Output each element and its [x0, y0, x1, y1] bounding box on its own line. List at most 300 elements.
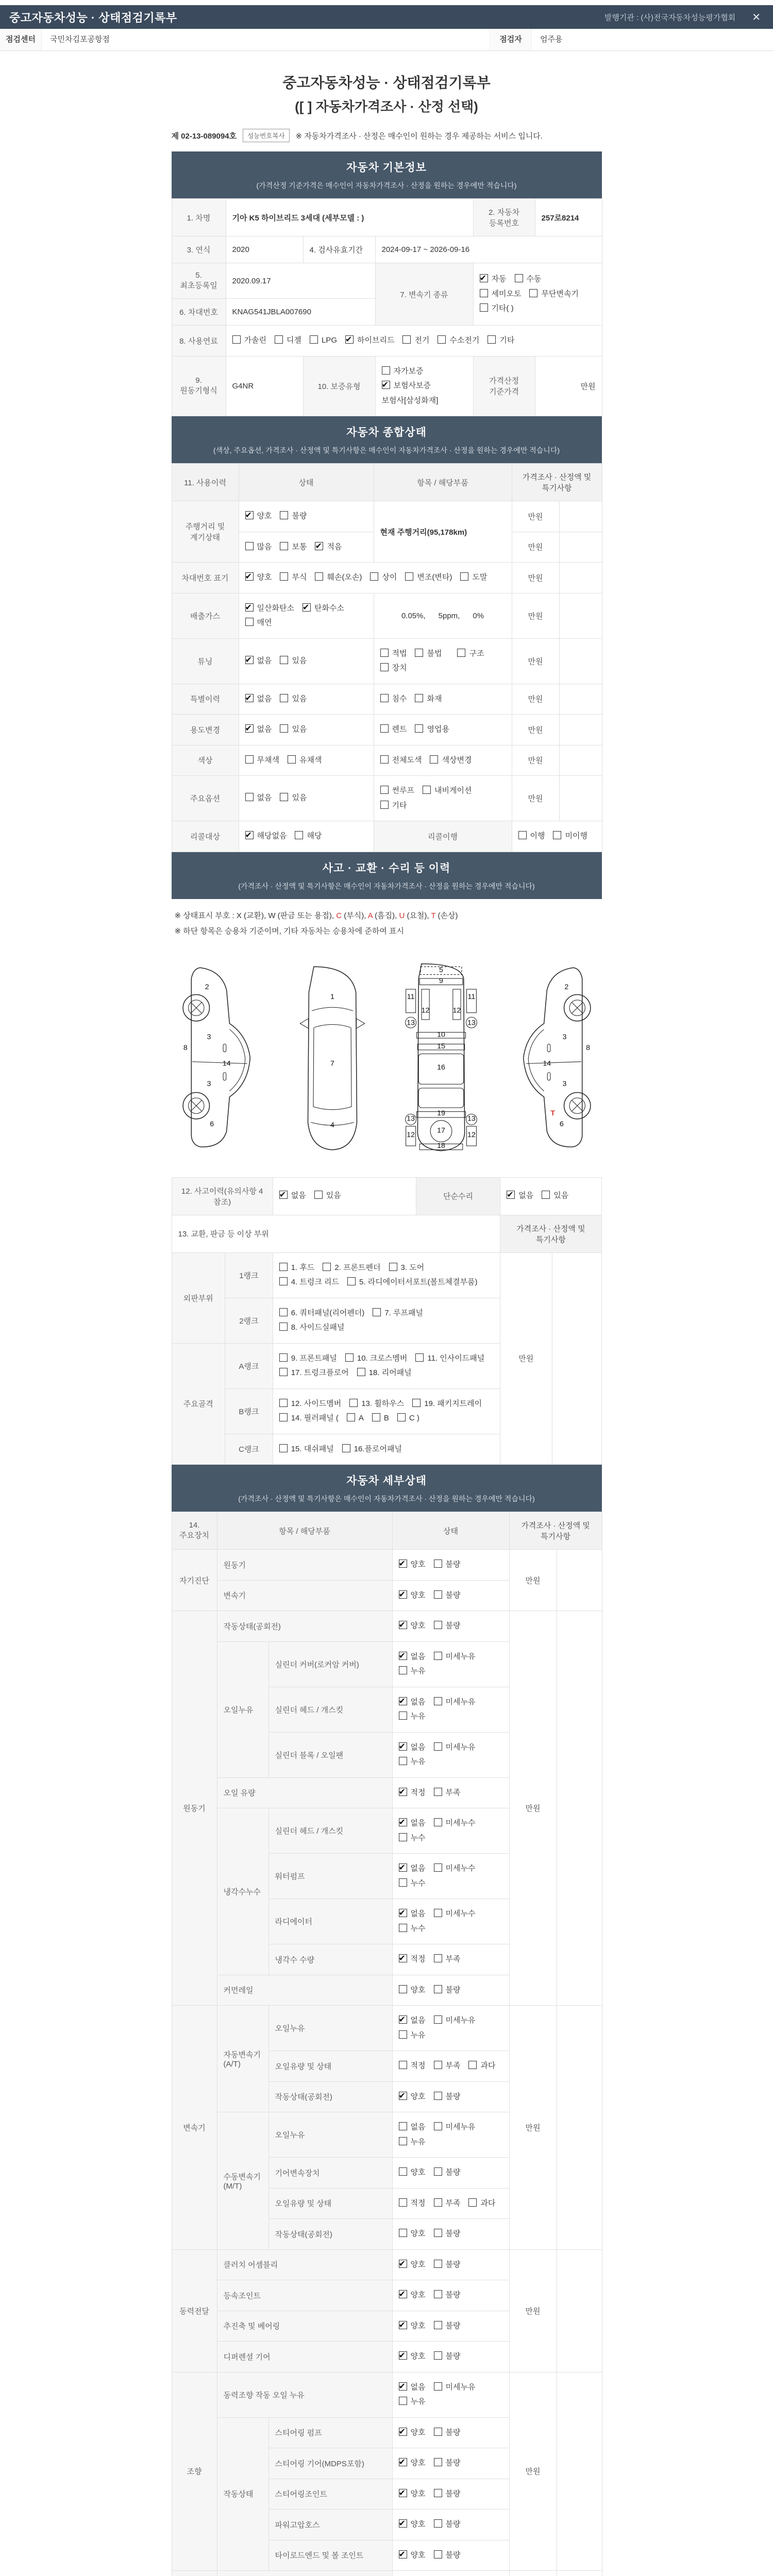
checkbox-option: 미세누수: [434, 1861, 476, 1876]
label-cell: 오일유량 및 상태: [268, 2188, 392, 2219]
label-cell: 2랭크: [225, 1298, 273, 1343]
unchecked-checkbox[interactable]: [434, 1652, 442, 1660]
unchecked-checkbox[interactable]: [370, 572, 378, 581]
checkbox-option: A: [347, 1411, 364, 1426]
value-cell: 2020.09.17: [226, 263, 375, 299]
value-cell: 현재 주행거리(95,178km): [374, 501, 512, 563]
unchecked-checkbox[interactable]: [342, 1444, 350, 1452]
legend-segment: ※ 상태표시 부호 : X (교환), W (판금 또는 용접),: [174, 911, 337, 920]
unchecked-checkbox[interactable]: [434, 2321, 442, 2329]
service-note: ※ 자동차가격조사 · 산정은 매수인이 원하는 경우 제공하는 서비스 입니다.: [295, 131, 543, 141]
legend-segment: T: [431, 911, 436, 920]
legend-segment: C: [336, 911, 342, 920]
checked-checkbox[interactable]: [399, 2092, 407, 2100]
checkbox-option: 불법: [415, 647, 442, 662]
checked-checkbox[interactable]: [382, 381, 390, 389]
checked-checkbox[interactable]: [245, 656, 254, 664]
checked-checkbox[interactable]: [399, 2519, 407, 2528]
options-cell: [392, 2311, 509, 2342]
checkbox-option: 9. 프론트패널: [279, 1351, 337, 1366]
label-cell: 변속기: [217, 1580, 392, 1611]
options-cell: [226, 326, 602, 357]
checkbox-option: 누수: [399, 1876, 426, 1891]
value-cell: 만원: [509, 2006, 557, 2250]
unchecked-checkbox[interactable]: [232, 335, 241, 344]
checked-checkbox[interactable]: [245, 572, 254, 581]
unchecked-checkbox[interactable]: [518, 831, 527, 839]
checkbox-option: ✔ 양호: [399, 2288, 426, 2303]
unchecked-checkbox[interactable]: [423, 786, 431, 794]
panel-number: 11: [407, 992, 414, 1001]
label-cell: B랭크: [225, 1388, 273, 1434]
checkbox-option: ✔ 양호: [399, 2349, 426, 2364]
unchecked-checkbox[interactable]: [434, 1560, 442, 1568]
unchecked-checkbox[interactable]: [434, 2550, 442, 2558]
close-icon[interactable]: ✕: [749, 10, 764, 24]
unchecked-checkbox[interactable]: [280, 793, 288, 801]
checkbox-option: 불량: [434, 1557, 461, 1572]
options-cell: [392, 1732, 509, 1777]
unchecked-checkbox[interactable]: [245, 793, 254, 801]
value-cell: 14. 주요장치: [172, 1512, 217, 1550]
options-cell: [374, 638, 512, 684]
unchecked-checkbox[interactable]: [434, 2519, 442, 2528]
unchecked-checkbox[interactable]: [434, 1954, 442, 1962]
label-cell: 디퍼렌셜 기어: [217, 2342, 392, 2372]
unchecked-checkbox[interactable]: [399, 2061, 407, 2069]
unchecked-checkbox[interactable]: [245, 618, 254, 626]
unchecked-checkbox[interactable]: [434, 1788, 442, 1796]
center-label: 점검센터: [0, 29, 42, 50]
value-cell: [557, 1611, 602, 2006]
unchecked-checkbox[interactable]: [280, 511, 288, 519]
unchecked-checkbox[interactable]: [399, 2397, 407, 2405]
label-cell: 자기진단: [172, 1550, 217, 1611]
checked-checkbox[interactable]: [399, 2290, 407, 2298]
checked-checkbox[interactable]: [245, 511, 254, 519]
checked-checkbox[interactable]: [399, 1621, 407, 1629]
label-cell: 실린더 블록 / 오일팬: [268, 1732, 392, 1777]
unchecked-checkbox[interactable]: [415, 724, 423, 733]
unchecked-checkbox[interactable]: [434, 1621, 442, 1629]
unchecked-checkbox[interactable]: [434, 2122, 442, 2130]
options-cell: [473, 263, 602, 326]
unchecked-checkbox[interactable]: [399, 2122, 407, 2130]
form-table-major: [172, 1512, 602, 2576]
unchecked-checkbox[interactable]: [349, 1399, 358, 1407]
unchecked-checkbox[interactable]: [279, 1277, 288, 1285]
value-cell: [557, 2006, 602, 2250]
unchecked-checkbox[interactable]: [380, 786, 389, 794]
unchecked-checkbox[interactable]: [434, 2351, 442, 2360]
unchecked-checkbox[interactable]: [434, 2458, 442, 2466]
checkbox-option: 있음: [280, 654, 307, 669]
section-header: [172, 151, 602, 198]
checked-checkbox[interactable]: [399, 1560, 407, 1568]
legend-segment: (손상): [435, 911, 458, 920]
panel-number: 12: [467, 1130, 476, 1139]
value-cell: 가격조사 · 산정액 및 특기사항: [500, 1215, 601, 1252]
checkbox-option: ✔없음: [399, 1816, 426, 1831]
unchecked-checkbox[interactable]: [380, 649, 389, 657]
section-title: 자동차 종합상태: [346, 427, 427, 438]
unchecked-checkbox[interactable]: [434, 1818, 442, 1826]
checked-checkbox[interactable]: [245, 831, 254, 839]
checkbox-option: 18. 리어패널: [357, 1366, 412, 1381]
unchecked-checkbox[interactable]: [380, 663, 389, 671]
unchecked-checkbox[interactable]: [279, 1353, 288, 1362]
unchecked-checkbox[interactable]: [434, 2167, 442, 2176]
unchecked-checkbox[interactable]: [434, 1985, 442, 1993]
value-cell: 상태: [239, 464, 374, 501]
status-code-legend: [175, 908, 599, 924]
checkbox-option: 불량: [434, 2517, 461, 2532]
label-cell: 자동변속기 (A/T): [217, 2006, 268, 2112]
unchecked-checkbox[interactable]: [380, 755, 389, 764]
checkbox-option: 누수: [399, 1831, 426, 1846]
unchecked-checkbox[interactable]: [434, 1742, 442, 1751]
checkbox-option: 무단변속기: [529, 287, 578, 302]
unchecked-checkbox[interactable]: [245, 542, 254, 550]
unchecked-checkbox[interactable]: [295, 831, 303, 839]
panel-number: 13: [406, 1114, 415, 1123]
unchecked-checkbox[interactable]: [399, 1666, 407, 1674]
checked-checkbox[interactable]: [399, 1954, 407, 1962]
unchecked-checkbox[interactable]: [434, 2229, 442, 2237]
label-cell: 차대번호 표기: [172, 563, 239, 594]
checkbox-option: 15. 대쉬패널: [279, 1442, 334, 1457]
checkbox-option: 가솔린: [232, 333, 266, 348]
label-cell: 파워고압호스: [268, 2510, 392, 2540]
options-cell: [392, 1611, 509, 1642]
checkbox-option: ✔ 적정: [399, 1952, 426, 1967]
checkbox-option: LPG: [310, 333, 337, 348]
panel-number: 12: [421, 1006, 430, 1015]
checked-checkbox[interactable]: [245, 603, 254, 612]
inspector-value: 엄주용: [540, 35, 563, 44]
checkbox-option: 불량: [434, 2258, 461, 2273]
unchecked-checkbox[interactable]: [347, 1277, 356, 1285]
checkbox-option: 16.플로어패널: [342, 1442, 402, 1457]
unchecked-checkbox[interactable]: [415, 1353, 424, 1362]
unchecked-checkbox[interactable]: [434, 2015, 442, 2024]
options-cell: [392, 2280, 509, 2311]
unchecked-checkbox[interactable]: [345, 1353, 354, 1362]
unchecked-checkbox[interactable]: [280, 572, 288, 581]
options-cell: [392, 1808, 509, 1854]
legend-segment: U: [399, 911, 405, 920]
unchecked-checkbox[interactable]: [315, 572, 323, 581]
checkbox-option: 많음: [245, 540, 272, 555]
checkbox-option: 미세누수: [434, 1907, 476, 1922]
checkbox-option: ✔ 없음: [245, 722, 272, 737]
unchecked-checkbox[interactable]: [434, 2061, 442, 2069]
unchecked-checkbox[interactable]: [380, 694, 389, 702]
checked-checkbox[interactable]: [399, 2351, 407, 2360]
options-cell: [392, 2081, 509, 2112]
unchecked-checkbox[interactable]: [245, 755, 254, 764]
options-cell: [239, 593, 374, 638]
checked-checkbox[interactable]: [399, 1697, 407, 1705]
unchecked-checkbox[interactable]: [389, 1263, 397, 1271]
value-cell: 만원: [509, 1550, 557, 1611]
unchecked-checkbox[interactable]: [457, 649, 465, 657]
unchecked-checkbox[interactable]: [399, 2167, 407, 2176]
checked-checkbox[interactable]: [399, 1788, 407, 1796]
checkbox-option: ✔없음: [399, 2380, 426, 2395]
options-cell: [392, 2158, 509, 2189]
checked-checkbox[interactable]: [245, 724, 254, 733]
checkbox-option: 부족: [434, 1786, 461, 1801]
checkbox-option: 있음: [314, 1189, 341, 1204]
unchecked-checkbox[interactable]: [434, 1863, 442, 1872]
checkbox-option: 19. 패키지트레이: [412, 1397, 482, 1412]
unchecked-checkbox[interactable]: [279, 1399, 288, 1407]
label-cell: 12. 사고이력(유의사항 4 참조): [172, 1177, 273, 1215]
label-cell: A랭크: [225, 1343, 273, 1388]
options-cell: [392, 2448, 509, 2479]
unchecked-checkbox[interactable]: [434, 1909, 442, 1917]
unchecked-checkbox[interactable]: [434, 2428, 442, 2436]
value-cell: 가격조사 · 산정액 및 특기사항: [509, 1512, 602, 1550]
copy-number-button[interactable]: 성능번호복사: [243, 129, 289, 142]
value-cell: [559, 501, 602, 532]
checked-checkbox[interactable]: [399, 1742, 407, 1751]
damage-diagram: [172, 943, 602, 1177]
label-cell: 작동상태(공회전): [268, 2219, 392, 2250]
checkbox-option: ✔ 양호: [399, 1588, 426, 1603]
label-cell: 외판부위: [172, 1252, 225, 1343]
checkbox-option: ✔ 해당없음: [245, 829, 287, 844]
unchecked-checkbox[interactable]: [488, 335, 496, 344]
panel-number: 7: [330, 1059, 334, 1067]
unchecked-checkbox[interactable]: [280, 656, 288, 664]
checkbox-option: ✔일산화탄소: [245, 601, 294, 616]
unchecked-checkbox[interactable]: [382, 366, 390, 375]
panel-number: 1: [330, 992, 334, 1001]
panel-number: 9: [439, 976, 443, 985]
panel-number: 15: [436, 1042, 445, 1050]
car-top-view: [283, 958, 381, 1160]
checkbox-option: 불량: [434, 2288, 461, 2303]
checked-checkbox[interactable]: [303, 603, 311, 612]
inspector-label: 점검자: [490, 29, 532, 50]
unchecked-checkbox[interactable]: [405, 572, 413, 581]
options-cell: [239, 821, 374, 852]
options-cell: [239, 684, 374, 715]
label-cell: 추진축 및 베어링: [217, 2311, 392, 2342]
checkbox-option: ✔없음: [399, 2013, 426, 2028]
unchecked-checkbox[interactable]: [279, 1263, 288, 1271]
options-cell: [392, 2051, 509, 2082]
panel-number: 13: [467, 1114, 476, 1123]
unchecked-checkbox[interactable]: [415, 649, 423, 657]
issuer-text: 발행기관 : (사)전국자동차성능평가협회: [604, 13, 736, 22]
unchecked-checkbox[interactable]: [480, 289, 488, 297]
unchecked-checkbox[interactable]: [434, 1697, 442, 1705]
unchecked-checkbox[interactable]: [402, 335, 411, 344]
unchecked-checkbox[interactable]: [480, 303, 488, 312]
checkbox-option: ✔ 적음: [315, 540, 342, 555]
checked-checkbox[interactable]: [399, 2428, 407, 2436]
panel-number: 6: [559, 1120, 564, 1128]
unchecked-checkbox[interactable]: [288, 755, 296, 764]
checkbox-option: ✔ 양호: [399, 2319, 426, 2334]
unchecked-checkbox[interactable]: [373, 1308, 381, 1316]
unchecked-checkbox[interactable]: [279, 1413, 288, 1421]
value-cell: 기아 K5 하이브리드 3세대 (세부모델 : ): [226, 199, 473, 236]
options-cell: [392, 1899, 509, 1944]
checkbox-option: 12. 사이드멤버: [279, 1397, 341, 1412]
unchecked-checkbox[interactable]: [399, 1878, 407, 1887]
checked-checkbox[interactable]: [399, 2260, 407, 2268]
unchecked-checkbox[interactable]: [280, 694, 288, 702]
unchecked-checkbox[interactable]: [399, 2229, 407, 2237]
panel-number: 19: [436, 1109, 445, 1117]
unchecked-checkbox[interactable]: [380, 801, 389, 809]
checkbox-option: 1. 후드: [279, 1261, 315, 1276]
value-cell: 2020: [226, 236, 303, 263]
value-cell: 4. 검사유효기간: [303, 236, 375, 263]
unchecked-checkbox[interactable]: [434, 1590, 442, 1599]
unchecked-checkbox[interactable]: [438, 335, 446, 344]
section-subtitle: (가격조사 · 산정액 및 특기사항은 매수인이 자동차가격조사 · 산정을 원하는 경우에만 적습니다): [238, 1495, 535, 1503]
unchecked-checkbox[interactable]: [399, 2030, 407, 2039]
checked-checkbox[interactable]: [315, 542, 323, 550]
checked-checkbox[interactable]: [399, 2382, 407, 2391]
unchecked-checkbox[interactable]: [357, 1368, 365, 1376]
options-cell: [374, 745, 512, 776]
checked-checkbox[interactable]: [399, 1590, 407, 1599]
checked-checkbox[interactable]: [345, 335, 354, 344]
unchecked-checkbox[interactable]: [399, 2198, 407, 2207]
unchecked-checkbox[interactable]: [553, 831, 561, 839]
legend-segment: (부식),: [342, 911, 368, 920]
value-cell: 13. 교환, 판금 등 이상 부위: [172, 1215, 500, 1252]
value-cell: [559, 563, 602, 594]
unchecked-checkbox[interactable]: [468, 2198, 477, 2207]
checked-checkbox[interactable]: [507, 1191, 515, 1199]
label-cell: 7. 변속기 종류: [375, 263, 473, 326]
unchecked-checkbox[interactable]: [380, 724, 389, 733]
unchecked-checkbox[interactable]: [397, 1413, 406, 1421]
checked-checkbox[interactable]: [399, 1909, 407, 1917]
checked-checkbox[interactable]: [279, 1191, 288, 1199]
checkbox-option: 무채색: [245, 753, 279, 768]
unchecked-checkbox[interactable]: [280, 724, 288, 733]
unchecked-checkbox[interactable]: [279, 1368, 288, 1376]
unchecked-checkbox[interactable]: [434, 2092, 442, 2100]
checkbox-option: ✔ 양호: [399, 2258, 426, 2273]
checked-checkbox[interactable]: [399, 2550, 407, 2558]
unchecked-checkbox[interactable]: [399, 1833, 407, 1841]
unchecked-checkbox[interactable]: [310, 335, 318, 344]
unchecked-checkbox[interactable]: [279, 1323, 288, 1331]
checkbox-option: 11. 인사이드패널: [415, 1351, 484, 1366]
label-cell: 실린더 헤드 / 개스킷: [268, 1687, 392, 1732]
unchecked-checkbox[interactable]: [347, 1413, 355, 1421]
unchecked-checkbox[interactable]: [434, 2382, 442, 2391]
section-header: [172, 1465, 602, 1512]
unchecked-checkbox[interactable]: [399, 1757, 407, 1765]
unchecked-checkbox[interactable]: [430, 755, 438, 764]
checked-checkbox[interactable]: [245, 694, 254, 702]
options-cell: [392, 2510, 509, 2540]
unchecked-checkbox[interactable]: [314, 1191, 323, 1199]
unchecked-checkbox[interactable]: [275, 335, 283, 344]
checked-checkbox[interactable]: [399, 1652, 407, 1660]
checkbox-option: 불량: [434, 2456, 461, 2471]
unchecked-checkbox[interactable]: [399, 1985, 407, 1993]
checked-checkbox[interactable]: [399, 1863, 407, 1872]
value-cell: [559, 776, 602, 821]
section-title: 자동차 세부상태: [346, 1475, 427, 1487]
unchecked-checkbox[interactable]: [434, 2290, 442, 2298]
label-cell: 리콜이행: [374, 821, 512, 852]
unchecked-checkbox[interactable]: [529, 289, 537, 297]
record-document: [172, 51, 602, 2576]
options-cell: [392, 1580, 509, 1611]
checked-checkbox[interactable]: [399, 2321, 407, 2329]
unchecked-checkbox[interactable]: [279, 1308, 288, 1316]
checkbox-option: 2. 프론트펜더: [323, 1261, 380, 1276]
checkbox-option: 디젤: [275, 333, 301, 348]
unchecked-checkbox[interactable]: [415, 694, 423, 702]
checkbox-option: ✔ 양호: [399, 2548, 426, 2563]
checkbox-option: 미세누유: [434, 1695, 476, 1710]
unchecked-checkbox[interactable]: [399, 2137, 407, 2145]
unchecked-checkbox[interactable]: [434, 2489, 442, 2497]
unchecked-checkbox[interactable]: [460, 572, 468, 581]
options-cell: [500, 1177, 601, 1215]
label-cell: 냉각수 수량: [268, 1944, 392, 1975]
unchecked-checkbox[interactable]: [399, 1924, 407, 1932]
label-cell: 주요옵션: [172, 776, 239, 821]
unchecked-checkbox[interactable]: [515, 274, 523, 282]
unchecked-checkbox[interactable]: [372, 1413, 380, 1421]
label-cell: 타이로드엔드 및 볼 조인트: [268, 2540, 392, 2571]
checkbox-option: 적정: [399, 2059, 426, 2074]
checked-checkbox[interactable]: [399, 1818, 407, 1826]
label-cell: 동력조향 작동 오일 누유: [217, 2372, 392, 2417]
unchecked-checkbox[interactable]: [434, 2198, 442, 2207]
unchecked-checkbox[interactable]: [468, 2061, 477, 2069]
damage-mark: T: [550, 1109, 555, 1117]
checked-checkbox[interactable]: [399, 2489, 407, 2497]
unchecked-checkbox[interactable]: [279, 1444, 288, 1452]
checked-checkbox[interactable]: [399, 2015, 407, 2024]
checked-checkbox[interactable]: [480, 274, 488, 282]
value-cell: G4NR: [226, 356, 303, 416]
label-cell: C랭크: [225, 1434, 273, 1465]
panel-number: 10: [436, 1030, 445, 1039]
label-cell: 5. 최초등록일: [172, 263, 226, 299]
unchecked-checkbox[interactable]: [399, 1711, 407, 1720]
unchecked-checkbox[interactable]: [542, 1191, 550, 1199]
section-subtitle: (색상, 주요옵션, 가격조사 · 산정액 및 특기사항은 매수인이 자동차가격조사 · 산정을 원하는 경우에만 적습니다): [213, 446, 560, 454]
unchecked-checkbox[interactable]: [323, 1263, 331, 1271]
checked-checkbox[interactable]: [399, 2458, 407, 2466]
unchecked-checkbox[interactable]: [434, 2260, 442, 2268]
unchecked-checkbox[interactable]: [412, 1399, 421, 1407]
value-cell: 만원: [512, 593, 559, 638]
legend-segment: (흠집),: [372, 911, 399, 920]
options-cell: [273, 1177, 416, 1215]
unchecked-checkbox[interactable]: [280, 542, 288, 550]
label-cell: 원동기: [172, 1611, 217, 2006]
legend-segment: A: [367, 911, 373, 920]
checkbox-option: 자가보증: [382, 364, 424, 379]
